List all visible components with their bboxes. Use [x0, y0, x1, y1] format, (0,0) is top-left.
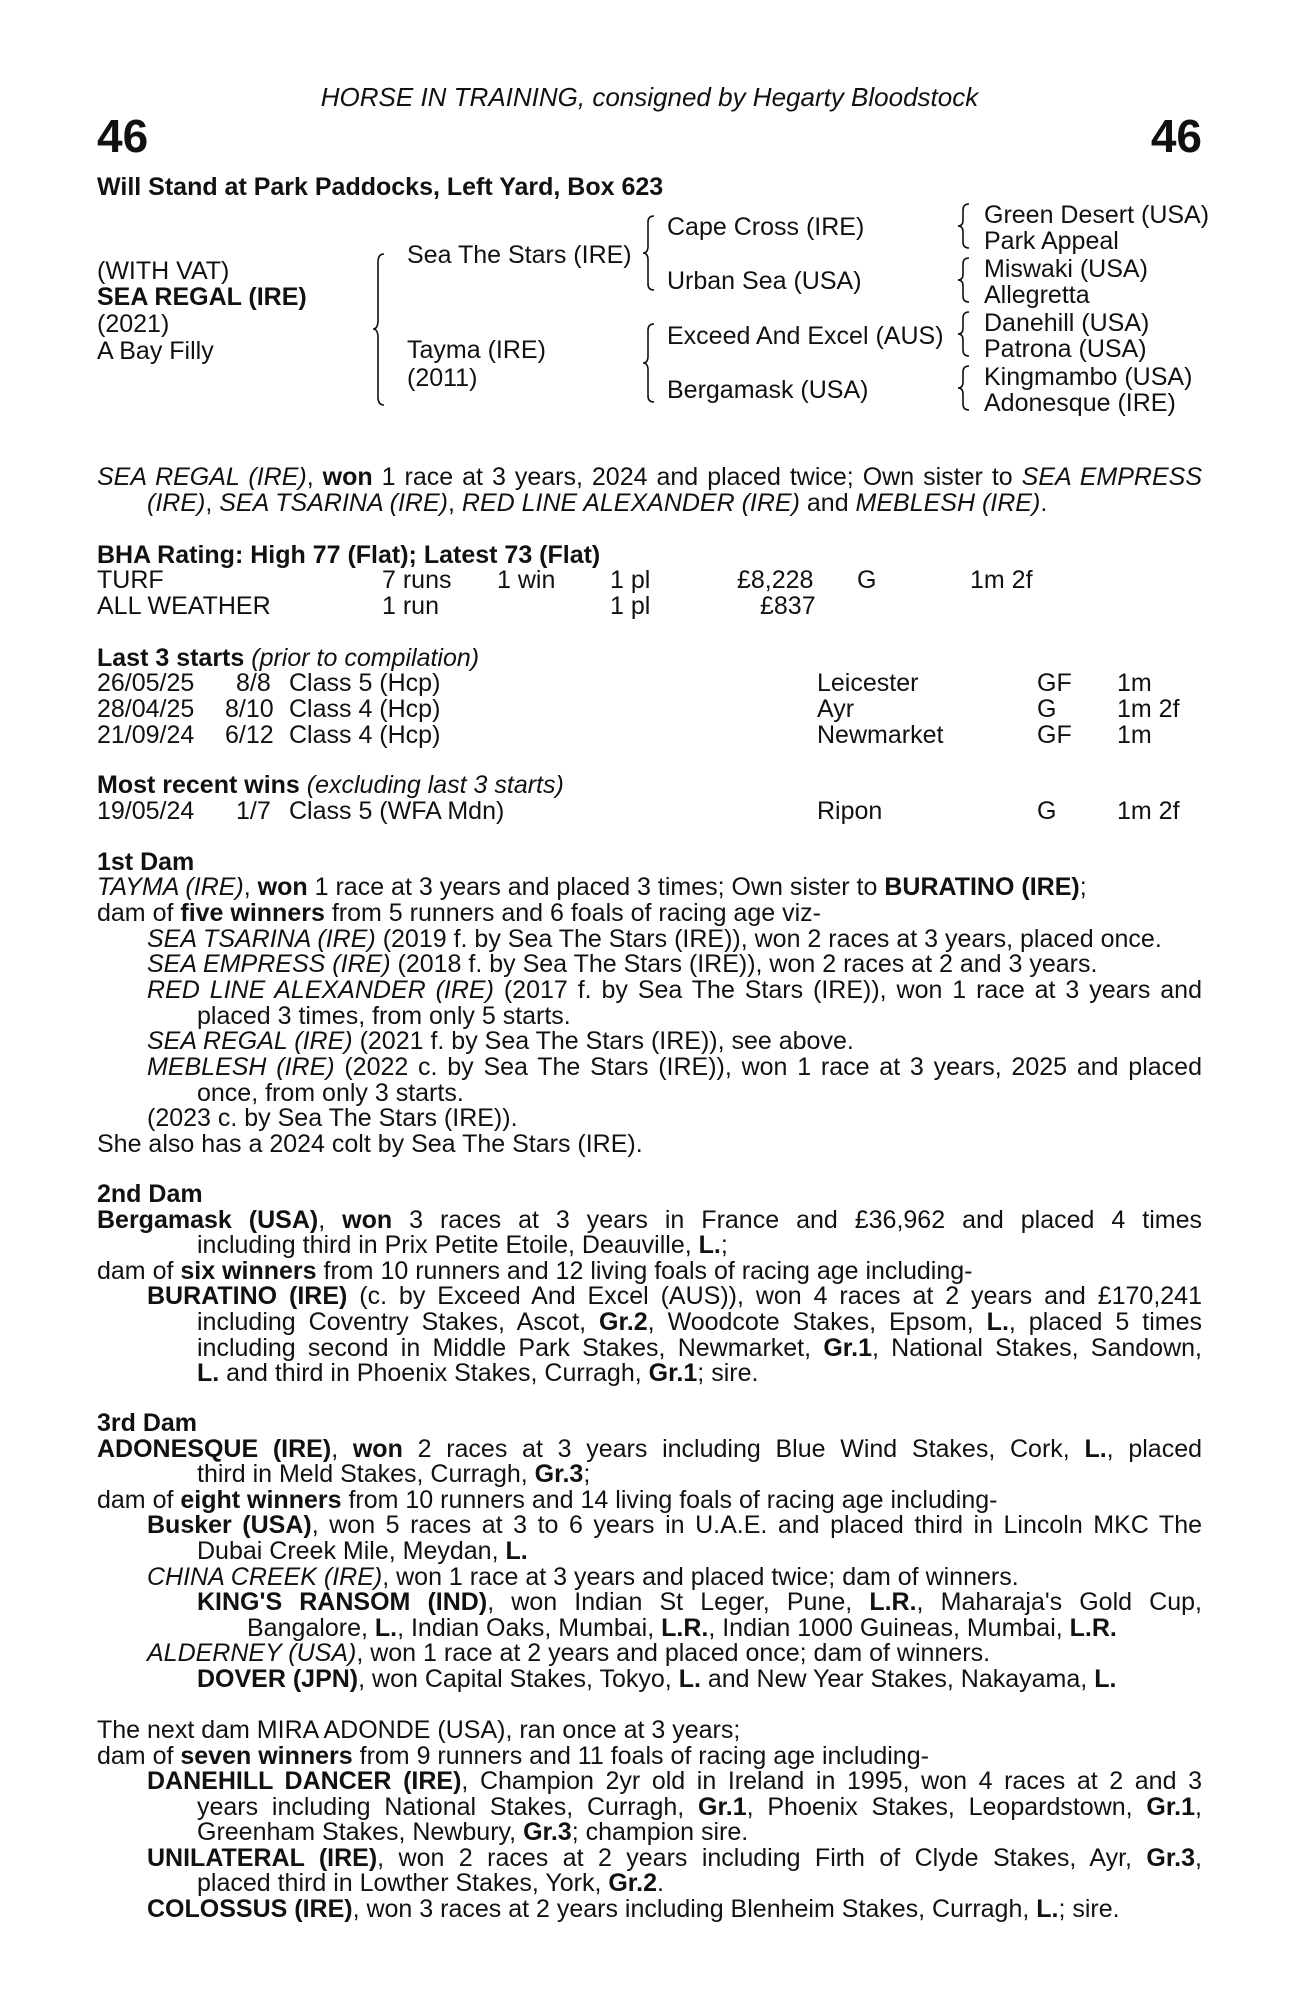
pedigree-ds-dam: Patrona (USA): [984, 335, 1147, 363]
last3-row: 28/04/25 8/10 Class 4 (Hcp) Ayr G 1m 2f: [97, 695, 1180, 723]
dam1-progeny: SEA REGAL (IRE) (2021 f. by Sea The Stars (IRE)), see above.: [147, 1027, 854, 1055]
recent-wins-heading: Most recent wins (excluding last 3 starts): [97, 771, 564, 799]
lot-number-left: 46: [97, 110, 149, 162]
pedigree-dam-sire: Exceed And Excel (AUS): [667, 322, 944, 350]
next-dam-progeny-cont: Greenham Stakes, Newbury, Gr.3; champion sire.: [197, 1818, 749, 1846]
dam2-heading: 2nd Dam: [97, 1180, 203, 1208]
pedigree-brace-sd: [957, 256, 977, 304]
dam3-progeny-cont: Dubai Creek Mile, Meydan, L.: [197, 1537, 528, 1565]
pedigree-sire: Sea The Stars (IRE): [407, 241, 632, 269]
pedigree-sire-sire: Cape Cross (IRE): [667, 213, 865, 241]
pedigree-ds-sire: Danehill (USA): [984, 309, 1150, 337]
pedigree-brace-dd: [957, 364, 977, 412]
pedigree-dd-sire: Kingmambo (USA): [984, 363, 1193, 391]
dam1-tail: She also has a 2024 colt by Sea The Stars (IRE).: [97, 1130, 643, 1158]
dam3-grandprogeny: DOVER (JPN), won Capital Stakes, Tokyo, L. and New Year Stakes, Nakayama, L.: [197, 1665, 1117, 1693]
pedigree-brace-sire: [642, 214, 662, 292]
pedigree-dd-dam: Adonesque (IRE): [984, 389, 1176, 417]
dam1-progeny: RED LINE ALEXANDER (IRE) (2017 f. by Sea The Stars (IRE)), won 1 race at 3 years and: [147, 976, 1202, 1004]
dam2-line: Bergamask (USA), won 3 races at 3 years in France and £36,962 and placed 4 times: [97, 1206, 1203, 1234]
next-dam-progeny: COLOSSUS (IRE), won 3 races at 2 years including Blenheim Stakes, Curragh, L.; sire.: [147, 1895, 1120, 1923]
pedigree-brace-dam: [642, 322, 662, 404]
pedigree-ss-sire: Green Desert (USA): [984, 201, 1210, 229]
horse-description: A Bay Filly: [97, 337, 214, 365]
vat-status: (WITH VAT): [97, 257, 230, 285]
last3-heading: Last 3 starts (prior to compilation): [97, 644, 480, 672]
recent-win-row: 19/05/24 1/7 Class 5 (WFA Mdn) Ripon G 1m 2f: [97, 797, 1180, 825]
pedigree-dam-dam: Bergamask (USA): [667, 376, 869, 404]
rating-row-turf: TURF 7 runs 1 win 1 pl £8,228 G 1m 2f: [97, 566, 1033, 594]
dam3-line: dam of eight winners from 10 runners and 14 living foals of racing age including-: [97, 1486, 998, 1514]
dam3-grandprogeny: KING'S RANSOM (IND), won Indian St Leger, Pune, L.R., Maharaja's Gold Cup,: [197, 1588, 1202, 1616]
horse-year: (2021): [97, 310, 170, 338]
dam3-progeny: ALDERNEY (USA), won 1 race at 2 years and placed once; dam of winners.: [147, 1639, 991, 1667]
dam1-progeny-cont: once, from only 3 starts.: [197, 1079, 464, 1107]
last3-row: 26/05/25 8/8 Class 5 (Hcp) Leicester GF 1m: [97, 669, 1152, 697]
next-dam-line: The next dam MIRA ADONDE (USA), ran once at 3 years;: [97, 1716, 741, 1744]
page-header-title: HORSE IN TRAINING, consigned by Hegarty Bloodstock: [320, 82, 979, 112]
dam2-progeny-cont: including second in Middle Park Stakes, Newmarket, Gr.1, National Stakes, Sandown,: [197, 1334, 1202, 1362]
dam3-line: third in Meld Stakes, Curragh, Gr.3;: [197, 1460, 591, 1488]
dam2-progeny-cont: including Coventry Stakes, Ascot, Gr.2, Woodcote Stakes, Epsom, L., placed 5 times: [197, 1308, 1203, 1336]
pedigree-ss-dam: Park Appeal: [984, 227, 1119, 255]
dam1-progeny-cont: placed 3 times, from only 5 starts.: [197, 1002, 571, 1030]
rating-heading: BHA Rating: High 77 (Flat); Latest 73 (Flat): [97, 541, 601, 569]
dam3-grandprogeny-cont: Bangalore, L., Indian Oaks, Mumbai, L.R., Indian 1000 Guineas, Mumbai, L.R.: [247, 1614, 1117, 1642]
pedigree-sd-dam: Allegretta: [984, 281, 1090, 309]
pedigree-dam-year: (2011): [407, 364, 478, 392]
dam2-line: dam of six winners from 10 runners and 12 living foals of racing age including-: [97, 1257, 973, 1285]
summary-line-1: SEA REGAL (IRE), won 1 race at 3 years, 2024 and placed twice; Own sister to SEA EMPRESS: [97, 463, 1203, 491]
pedigree-dam: Tayma (IRE): [407, 336, 546, 364]
next-dam-progeny-cont: placed third in Lowther Stakes, York, Gr.2.: [197, 1869, 664, 1897]
pedigree-brace-ss: [957, 202, 977, 250]
pedigree-brace-main: [372, 252, 392, 407]
last3-row: 21/09/24 6/12 Class 4 (Hcp) Newmarket GF 1m: [97, 721, 1152, 749]
dam3-line: ADONESQUE (IRE), won 2 races at 3 years including Blue Wind Stakes, Cork, L., placed: [97, 1435, 1203, 1463]
lot-number-right: 46: [1150, 110, 1202, 162]
dam3-progeny: Busker (USA), won 5 races at 3 to 6 years in U.A.E. and placed third in Lincoln MKC The: [147, 1511, 1202, 1539]
dam3-progeny: CHINA CREEK (IRE), won 1 race at 3 years and placed twice; dam of winners.: [147, 1563, 1019, 1591]
dam1-line: TAYMA (IRE), won 1 race at 3 years and placed 3 times; Own sister to BURATINO (IRE);: [97, 873, 1087, 901]
rating-row-all-weather: ALL WEATHER 1 run 1 pl £837: [97, 592, 816, 620]
next-dam-line: dam of seven winners from 9 runners and 11 foals of racing age including-: [97, 1742, 929, 1770]
dam1-progeny: (2023 c. by Sea The Stars (IRE)).: [147, 1104, 518, 1132]
dam2-progeny-cont: L. and third in Phoenix Stakes, Curragh, Gr.1; sire.: [197, 1359, 759, 1387]
dam2-progeny: BURATINO (IRE) (c. by Exceed And Excel (AUS)), won 4 races at 2 years and £170,241: [147, 1282, 1202, 1310]
summary-line-2: (IRE), SEA TSARINA (IRE), RED LINE ALEXANDER (IRE) and MEBLESH (IRE).: [147, 489, 1048, 517]
dam1-line: dam of five winners from 5 runners and 6 foals of racing age viz-: [97, 899, 821, 927]
next-dam-progeny: UNILATERAL (IRE), won 2 races at 2 years including Firth of Clyde Stakes, Ayr, Gr.3,: [147, 1844, 1202, 1872]
pedigree-sire-dam: Urban Sea (USA): [667, 267, 862, 295]
dam1-progeny: SEA EMPRESS (IRE) (2018 f. by Sea The Stars (IRE)), won 2 races at 2 and 3 years.: [147, 950, 1098, 978]
dam1-heading: 1st Dam: [97, 848, 195, 876]
dam1-progeny: MEBLESH (IRE) (2022 c. by Sea The Stars (IRE)), won 1 race at 3 years, 2025 and placed: [147, 1053, 1202, 1081]
next-dam-progeny-cont: years including National Stakes, Curragh, Gr.1, Phoenix Stakes, Leopardstown, Gr.1,: [197, 1793, 1202, 1821]
pedigree-brace-ds: [957, 310, 977, 358]
pedigree-sd-sire: Miswaki (USA): [984, 255, 1148, 283]
dam1-progeny: SEA TSARINA (IRE) (2019 f. by Sea The Stars (IRE)), won 2 races at 3 years, placed once.: [147, 925, 1162, 953]
horse-name: SEA REGAL (IRE): [97, 283, 307, 311]
catalogue-page: [97, 0, 1210, 2000]
next-dam-progeny: DANEHILL DANCER (IRE), Champion 2yr old in Ireland in 1995, won 4 races at 2 and 3: [147, 1767, 1202, 1795]
dam3-heading: 3rd Dam: [97, 1409, 198, 1437]
dam2-line: including third in Prix Petite Etoile, Deauville, L.;: [197, 1231, 728, 1259]
stable-location: Will Stand at Park Paddocks, Left Yard, Box 623: [97, 173, 664, 201]
